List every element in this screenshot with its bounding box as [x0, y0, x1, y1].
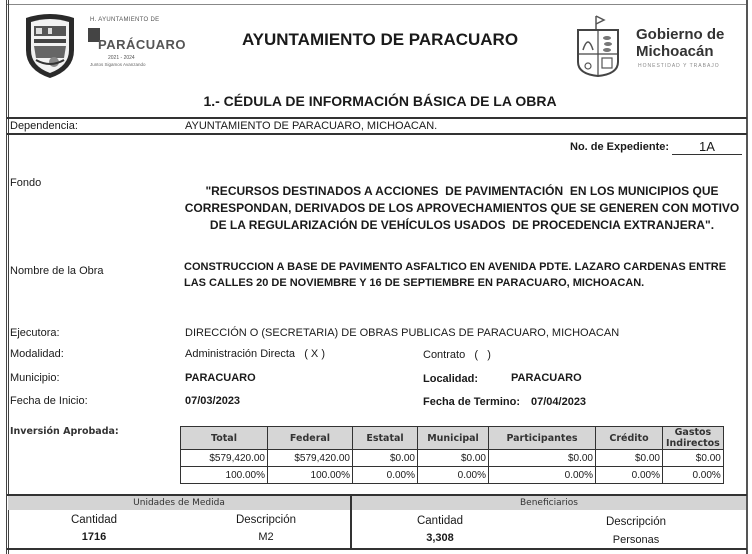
michoacan-coat-of-arms-icon — [574, 14, 622, 78]
divider — [7, 133, 747, 135]
fondo-line: DE LA REGULARIZACIÓN DE VEHÍCULOS USADOS DE PROCEDENCIA EXTRANJERA". — [209, 218, 715, 232]
percent-cell: 0.00% — [596, 467, 663, 484]
modalidad-administracion-directa: Administración Directa ( X ) — [185, 348, 325, 360]
dependencia-label: Dependencia: — [10, 120, 78, 132]
modalidad-contrato: Contrato ( ) — [423, 349, 491, 361]
nombre-obra-value — [184, 259, 740, 291]
frame-left-border — [6, 0, 9, 554]
percent-cell: 100.00% — [268, 467, 353, 484]
municipio-label: Municipio: — [10, 372, 60, 384]
expediente-value: 1A — [672, 139, 742, 155]
fecha-inicio-label: Fecha de Inicio: — [10, 395, 88, 407]
percent-cell: 0.00% — [418, 467, 489, 484]
unidades-cantidad-value: 1716 — [81, 531, 107, 543]
beneficiarios-header: Beneficiarios — [352, 496, 746, 510]
inversion-header-row — [181, 427, 724, 450]
col-header-municipal: Municipal — [418, 427, 489, 450]
amount-cell: $0.00 — [353, 450, 418, 467]
gobierno-michoacan-text — [636, 26, 724, 60]
divider — [7, 117, 747, 119]
dependencia-value: AYUNTAMIENTO DE PARACUARO, MICHOACAN. — [185, 120, 438, 132]
gobierno-motto: HONESTIDAD Y TRABAJO — [638, 63, 720, 69]
fondo-line: CORRESPONDAN, DERIVADOS DE LOS APROVECHAMIENTOS QUE SE GENEREN CON MOTIVO — [184, 201, 740, 215]
gobierno-line2: Michoacán — [636, 43, 714, 60]
col-header-estatal: Estatal — [353, 427, 418, 450]
localidad-value: PARACUARO — [511, 372, 582, 384]
paracuaro-shield-logo — [22, 12, 78, 80]
beneficiarios-descripcion-value: Personas — [612, 534, 660, 546]
beneficiarios-cantidad-label: Cantidad — [416, 515, 464, 527]
inversion-amounts-row — [181, 450, 724, 467]
municipio-value: PARACUARO — [185, 372, 256, 384]
header-title: AYUNTAMIENTO DE PARACUARO — [241, 30, 519, 49]
amount-cell: $0.00 — [663, 450, 724, 467]
col-header-total: Total — [181, 427, 268, 450]
fecha-termino-label: Fecha de Termino: — [423, 396, 520, 408]
beneficiarios-descripcion-label: Descripción — [605, 516, 667, 528]
obra-line: CONSTRUCCION A BASE DE PAVIMENTO ASFALTICO EN AVENIDA PDTE. LAZARO CARDENAS ENTRE — [184, 261, 727, 273]
column-divider — [350, 496, 352, 548]
percent-cell: 100.00% — [181, 467, 268, 484]
fondo-line: "RECURSOS DESTINADOS A ACCIONES DE PAVIMENTACIÓN EN LOS MUNICIPIOS QUE — [205, 184, 719, 198]
inversion-percents-row — [181, 467, 724, 484]
percent-cell: 0.00% — [353, 467, 418, 484]
gobierno-line1: Gobierno de — [636, 26, 725, 43]
ejecutora-label: Ejecutora: — [10, 327, 60, 339]
inversion-table — [180, 426, 724, 484]
col-header-gastos-indirectos: Gastos Indirectos — [663, 427, 724, 450]
amount-cell: $0.00 — [596, 450, 663, 467]
frame-top-border — [6, 4, 748, 5]
fecha-termino-value: 07/04/2023 — [531, 396, 587, 408]
fondo-label: Fondo — [10, 177, 42, 189]
inversion-label: Inversión Aprobada: — [10, 426, 119, 437]
unidades-descripcion-value: M2 — [258, 531, 274, 543]
modalidad-label: Modalidad: — [10, 348, 64, 360]
section-title: 1.- CÉDULA DE INFORMACIÓN BÁSICA DE LA OBRA — [203, 93, 557, 109]
unidades-medida-header: Unidades de Medida — [8, 496, 350, 510]
col-header-federal: Federal — [268, 427, 353, 450]
beneficiarios-cantidad-value: 3,308 — [426, 532, 454, 544]
divider — [7, 548, 747, 550]
percent-cell: 0.00% — [663, 467, 724, 484]
unidades-cantidad-label: Cantidad — [70, 514, 118, 526]
logo-line1: H. AYUNTAMIENTO DE — [90, 17, 160, 23]
col-header-credito: Crédito — [596, 427, 663, 450]
fondo-value — [184, 183, 740, 234]
localidad-label: Localidad: — [423, 373, 479, 385]
frame-right-border — [746, 0, 748, 554]
obra-line: LAS CALLES 20 DE NOVIEMBRE Y 16 DE SEPTIEMBRE EN PARACUARO, MICHOACAN. — [184, 277, 645, 289]
logo-line2: PARÁCUARO — [98, 37, 187, 52]
ejecutora-value: DIRECCIÓN O (SECRETARIA) DE OBRAS PUBLICAS DE PARACUARO, MICHOACAN — [185, 327, 620, 339]
amount-cell: $0.00 — [418, 450, 489, 467]
percent-cell: 0.00% — [489, 467, 596, 484]
logo-motto: Juntos Sigamos Avanzando — [90, 62, 146, 67]
unidades-descripcion-label: Descripción — [235, 514, 297, 526]
nombre-obra-label: Nombre de la Obra — [10, 265, 104, 277]
amount-cell: $579,420.00 — [181, 450, 268, 467]
logo-years: 2021 - 2024 — [108, 55, 135, 61]
amount-cell: $0.00 — [489, 450, 596, 467]
expediente-label: No. de Expediente: — [570, 141, 670, 153]
fecha-inicio-value: 07/03/2023 — [185, 395, 241, 407]
amount-cell: $579,420.00 — [268, 450, 353, 467]
col-header-participantes: Participantes — [489, 427, 596, 450]
